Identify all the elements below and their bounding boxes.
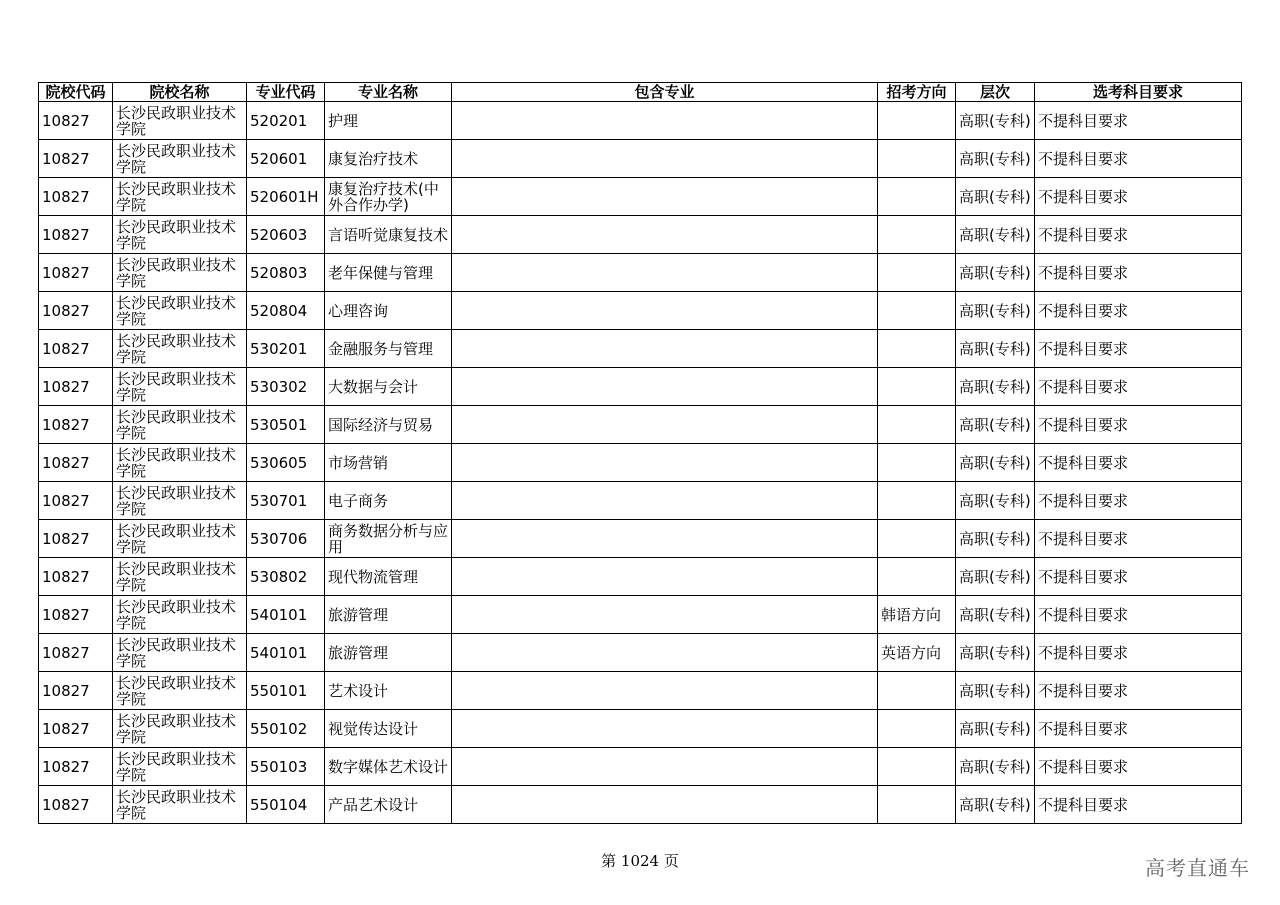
cell-subject-requirement: 不提科目要求 bbox=[1035, 672, 1242, 710]
cell-major-name: 商务数据分析与应用 bbox=[325, 520, 452, 558]
cell-subject-requirement: 不提科目要求 bbox=[1035, 330, 1242, 368]
cell-school-code: 10827 bbox=[39, 254, 113, 292]
cell-school-name: 长沙民政职业技术学院 bbox=[113, 672, 247, 710]
cell-level: 高职(专科) bbox=[956, 786, 1035, 824]
table-row bbox=[39, 558, 1242, 596]
admission-majors-table bbox=[38, 82, 1242, 824]
cell-included-majors bbox=[452, 710, 878, 748]
cell-level: 高职(专科) bbox=[956, 558, 1035, 596]
cell-school-name: 长沙民政职业技术学院 bbox=[113, 216, 247, 254]
cell-direction bbox=[878, 520, 956, 558]
cell-subject-requirement: 不提科目要求 bbox=[1035, 292, 1242, 330]
cell-direction bbox=[878, 368, 956, 406]
cell-major-code: 550102 bbox=[247, 710, 325, 748]
cell-major-name: 数字媒体艺术设计 bbox=[325, 748, 452, 786]
cell-school-code: 10827 bbox=[39, 634, 113, 672]
cell-included-majors bbox=[452, 140, 878, 178]
cell-major-name: 心理咨询 bbox=[325, 292, 452, 330]
cell-subject-requirement: 不提科目要求 bbox=[1035, 444, 1242, 482]
cell-school-name: 长沙民政职业技术学院 bbox=[113, 330, 247, 368]
cell-major-code: 530501 bbox=[247, 406, 325, 444]
cell-school-name: 长沙民政职业技术学院 bbox=[113, 178, 247, 216]
cell-direction bbox=[878, 216, 956, 254]
cell-included-majors bbox=[452, 216, 878, 254]
cell-subject-requirement: 不提科目要求 bbox=[1035, 748, 1242, 786]
table-row bbox=[39, 406, 1242, 444]
cell-direction bbox=[878, 178, 956, 216]
cell-school-name: 长沙民政职业技术学院 bbox=[113, 444, 247, 482]
cell-school-code: 10827 bbox=[39, 520, 113, 558]
cell-level: 高职(专科) bbox=[956, 520, 1035, 558]
cell-included-majors bbox=[452, 786, 878, 824]
cell-school-code: 10827 bbox=[39, 786, 113, 824]
cell-level: 高职(专科) bbox=[956, 444, 1035, 482]
cell-subject-requirement: 不提科目要求 bbox=[1035, 216, 1242, 254]
page-number: 第 1024 页 bbox=[601, 852, 679, 870]
cell-major-code: 520603 bbox=[247, 216, 325, 254]
table-row bbox=[39, 102, 1242, 140]
table-row bbox=[39, 140, 1242, 178]
cell-school-code: 10827 bbox=[39, 330, 113, 368]
table-row bbox=[39, 368, 1242, 406]
cell-major-name: 旅游管理 bbox=[325, 634, 452, 672]
cell-school-code: 10827 bbox=[39, 596, 113, 634]
cell-direction bbox=[878, 710, 956, 748]
cell-major-name: 老年保健与管理 bbox=[325, 254, 452, 292]
cell-subject-requirement: 不提科目要求 bbox=[1035, 254, 1242, 292]
cell-school-code: 10827 bbox=[39, 216, 113, 254]
cell-level: 高职(专科) bbox=[956, 140, 1035, 178]
cell-level: 高职(专科) bbox=[956, 596, 1035, 634]
cell-subject-requirement: 不提科目要求 bbox=[1035, 368, 1242, 406]
cell-school-name: 长沙民政职业技术学院 bbox=[113, 102, 247, 140]
cell-included-majors bbox=[452, 406, 878, 444]
cell-major-name: 康复治疗技术 bbox=[325, 140, 452, 178]
cell-level: 高职(专科) bbox=[956, 292, 1035, 330]
header-level: 层次 bbox=[956, 83, 1035, 102]
cell-level: 高职(专科) bbox=[956, 634, 1035, 672]
cell-school-name: 长沙民政职业技术学院 bbox=[113, 140, 247, 178]
cell-major-name: 言语听觉康复技术 bbox=[325, 216, 452, 254]
cell-level: 高职(专科) bbox=[956, 748, 1035, 786]
cell-school-code: 10827 bbox=[39, 710, 113, 748]
cell-school-code: 10827 bbox=[39, 406, 113, 444]
cell-major-code: 520601 bbox=[247, 140, 325, 178]
cell-school-name: 长沙民政职业技术学院 bbox=[113, 292, 247, 330]
cell-school-name: 长沙民政职业技术学院 bbox=[113, 558, 247, 596]
cell-school-name: 长沙民政职业技术学院 bbox=[113, 786, 247, 824]
cell-included-majors bbox=[452, 444, 878, 482]
cell-direction bbox=[878, 672, 956, 710]
cell-direction: 韩语方向 bbox=[878, 596, 956, 634]
cell-major-name: 国际经济与贸易 bbox=[325, 406, 452, 444]
cell-major-name: 产品艺术设计 bbox=[325, 786, 452, 824]
cell-school-name: 长沙民政职业技术学院 bbox=[113, 482, 247, 520]
cell-school-code: 10827 bbox=[39, 672, 113, 710]
cell-subject-requirement: 不提科目要求 bbox=[1035, 102, 1242, 140]
cell-included-majors bbox=[452, 330, 878, 368]
header-direction: 招考方向 bbox=[878, 83, 956, 102]
header-school-name: 院校名称 bbox=[113, 83, 247, 102]
cell-subject-requirement: 不提科目要求 bbox=[1035, 710, 1242, 748]
cell-included-majors bbox=[452, 482, 878, 520]
cell-subject-requirement: 不提科目要求 bbox=[1035, 178, 1242, 216]
cell-level: 高职(专科) bbox=[956, 102, 1035, 140]
cell-school-name: 长沙民政职业技术学院 bbox=[113, 368, 247, 406]
cell-school-code: 10827 bbox=[39, 482, 113, 520]
header-major-name: 专业名称 bbox=[325, 83, 452, 102]
table-row bbox=[39, 786, 1242, 824]
cell-major-code: 530302 bbox=[247, 368, 325, 406]
cell-direction bbox=[878, 558, 956, 596]
cell-major-name: 视觉传达设计 bbox=[325, 710, 452, 748]
cell-major-code: 530701 bbox=[247, 482, 325, 520]
cell-level: 高职(专科) bbox=[956, 368, 1035, 406]
header-major-code: 专业代码 bbox=[247, 83, 325, 102]
cell-subject-requirement: 不提科目要求 bbox=[1035, 596, 1242, 634]
cell-school-name: 长沙民政职业技术学院 bbox=[113, 406, 247, 444]
table-row bbox=[39, 520, 1242, 558]
cell-included-majors bbox=[452, 634, 878, 672]
cell-included-majors bbox=[452, 254, 878, 292]
cell-school-code: 10827 bbox=[39, 178, 113, 216]
cell-major-name: 旅游管理 bbox=[325, 596, 452, 634]
cell-subject-requirement: 不提科目要求 bbox=[1035, 520, 1242, 558]
cell-subject-requirement: 不提科目要求 bbox=[1035, 406, 1242, 444]
cell-major-name: 康复治疗技术(中外合作办学) bbox=[325, 178, 452, 216]
cell-major-name: 艺术设计 bbox=[325, 672, 452, 710]
cell-subject-requirement: 不提科目要求 bbox=[1035, 634, 1242, 672]
table-row bbox=[39, 672, 1242, 710]
cell-major-code: 540101 bbox=[247, 596, 325, 634]
cell-major-code: 540101 bbox=[247, 634, 325, 672]
cell-school-code: 10827 bbox=[39, 444, 113, 482]
table-row bbox=[39, 748, 1242, 786]
cell-school-code: 10827 bbox=[39, 748, 113, 786]
cell-school-name: 长沙民政职业技术学院 bbox=[113, 748, 247, 786]
cell-school-code: 10827 bbox=[39, 102, 113, 140]
cell-direction bbox=[878, 102, 956, 140]
cell-direction bbox=[878, 330, 956, 368]
cell-level: 高职(专科) bbox=[956, 178, 1035, 216]
cell-major-code: 530706 bbox=[247, 520, 325, 558]
cell-level: 高职(专科) bbox=[956, 254, 1035, 292]
table-row bbox=[39, 178, 1242, 216]
cell-level: 高职(专科) bbox=[956, 482, 1035, 520]
cell-school-code: 10827 bbox=[39, 140, 113, 178]
table-row bbox=[39, 292, 1242, 330]
cell-included-majors bbox=[452, 102, 878, 140]
cell-included-majors bbox=[452, 292, 878, 330]
cell-major-code: 530201 bbox=[247, 330, 325, 368]
cell-major-name: 现代物流管理 bbox=[325, 558, 452, 596]
table-row bbox=[39, 482, 1242, 520]
cell-included-majors bbox=[452, 178, 878, 216]
cell-subject-requirement: 不提科目要求 bbox=[1035, 140, 1242, 178]
cell-major-code: 520601H bbox=[247, 178, 325, 216]
cell-major-code: 530605 bbox=[247, 444, 325, 482]
cell-direction bbox=[878, 254, 956, 292]
cell-major-name: 市场营销 bbox=[325, 444, 452, 482]
cell-major-code: 550101 bbox=[247, 672, 325, 710]
cell-school-name: 长沙民政职业技术学院 bbox=[113, 254, 247, 292]
cell-included-majors bbox=[452, 368, 878, 406]
table-row bbox=[39, 444, 1242, 482]
cell-direction: 英语方向 bbox=[878, 634, 956, 672]
table-row bbox=[39, 634, 1242, 672]
cell-major-name: 大数据与会计 bbox=[325, 368, 452, 406]
cell-school-code: 10827 bbox=[39, 368, 113, 406]
header-subject-requirement: 选考科目要求 bbox=[1035, 83, 1242, 102]
cell-included-majors bbox=[452, 672, 878, 710]
cell-major-code: 520804 bbox=[247, 292, 325, 330]
cell-school-code: 10827 bbox=[39, 558, 113, 596]
cell-major-code: 520201 bbox=[247, 102, 325, 140]
cell-school-name: 长沙民政职业技术学院 bbox=[113, 520, 247, 558]
cell-major-code: 550104 bbox=[247, 786, 325, 824]
cell-direction bbox=[878, 482, 956, 520]
cell-direction bbox=[878, 444, 956, 482]
cell-school-name: 长沙民政职业技术学院 bbox=[113, 710, 247, 748]
cell-subject-requirement: 不提科目要求 bbox=[1035, 558, 1242, 596]
cell-subject-requirement: 不提科目要求 bbox=[1035, 786, 1242, 824]
cell-major-name: 金融服务与管理 bbox=[325, 330, 452, 368]
cell-major-name: 电子商务 bbox=[325, 482, 452, 520]
cell-major-code: 550103 bbox=[247, 748, 325, 786]
cell-level: 高职(专科) bbox=[956, 406, 1035, 444]
watermark-logo-text: 高考直通车 bbox=[1145, 856, 1250, 880]
table-row bbox=[39, 710, 1242, 748]
cell-major-code: 530802 bbox=[247, 558, 325, 596]
table-header-row bbox=[39, 83, 1242, 102]
table-row bbox=[39, 330, 1242, 368]
table-body bbox=[39, 102, 1242, 824]
cell-school-name: 长沙民政职业技术学院 bbox=[113, 634, 247, 672]
cell-included-majors bbox=[452, 520, 878, 558]
cell-level: 高职(专科) bbox=[956, 710, 1035, 748]
cell-included-majors bbox=[452, 748, 878, 786]
cell-included-majors bbox=[452, 596, 878, 634]
table-row bbox=[39, 596, 1242, 634]
header-included-majors: 包含专业 bbox=[452, 83, 878, 102]
table-row bbox=[39, 254, 1242, 292]
cell-major-name: 护理 bbox=[325, 102, 452, 140]
cell-school-code: 10827 bbox=[39, 292, 113, 330]
cell-level: 高职(专科) bbox=[956, 672, 1035, 710]
cell-level: 高职(专科) bbox=[956, 216, 1035, 254]
cell-direction bbox=[878, 406, 956, 444]
cell-direction bbox=[878, 748, 956, 786]
cell-included-majors bbox=[452, 558, 878, 596]
cell-direction bbox=[878, 786, 956, 824]
cell-school-name: 长沙民政职业技术学院 bbox=[113, 596, 247, 634]
header-school-code: 院校代码 bbox=[39, 83, 113, 102]
cell-direction bbox=[878, 140, 956, 178]
cell-subject-requirement: 不提科目要求 bbox=[1035, 482, 1242, 520]
cell-direction bbox=[878, 292, 956, 330]
cell-major-code: 520803 bbox=[247, 254, 325, 292]
table-row bbox=[39, 216, 1242, 254]
cell-level: 高职(专科) bbox=[956, 330, 1035, 368]
